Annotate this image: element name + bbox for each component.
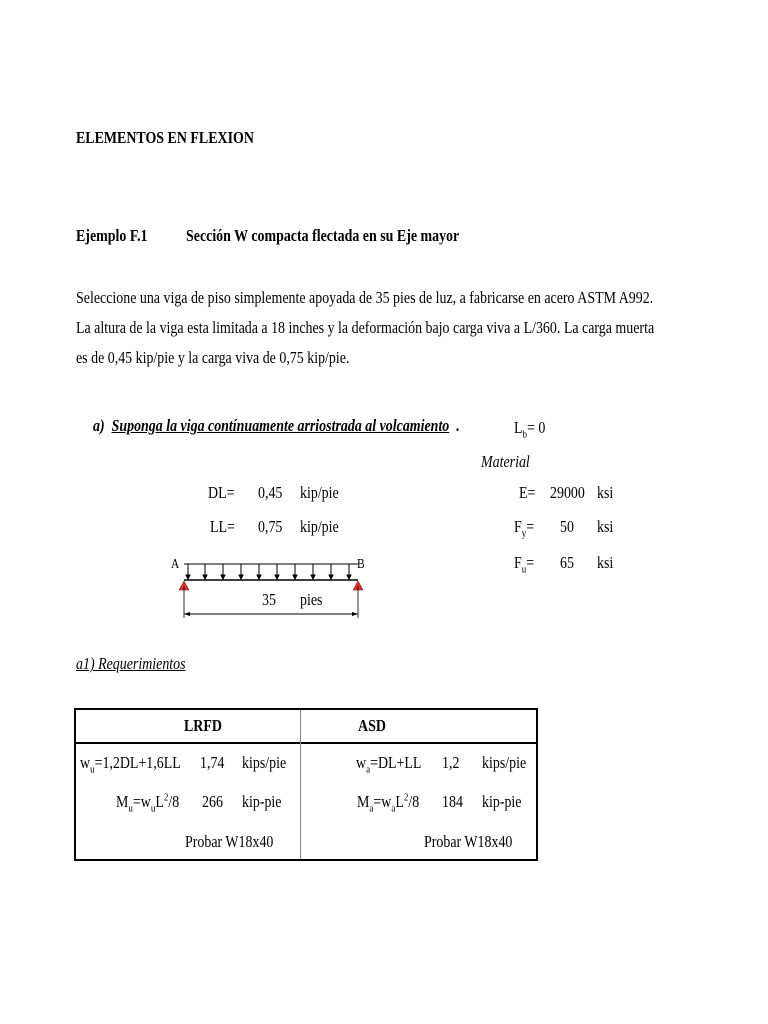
problem-line: Seleccione una viga de piso simplemente apoyada de 35 pies de luz, a fabricarse en acero ASTM A992. [76,288,654,307]
lrfd-m-value: 266 [202,792,223,811]
support-b-label: B [357,557,365,572]
ll-unit: kip/pie [300,517,339,536]
problem-line: La altura de la viga esta limitada a 18 inches y la deformación bajo carga viva a L/360. La carga muerta [76,318,655,337]
lrfd-m-unit: kip-pie [242,792,282,811]
dl-label: DL= [207,483,235,502]
asd-m-value: 184 [442,792,463,811]
example-title: Sección W compacta flectada en su Eje mayor [186,226,460,245]
e-value: 29000 [550,483,585,502]
fy-value: 50 [560,517,574,536]
support-a-label: A [171,557,180,572]
problem-line: es de 0,45 kip/pie y la carga viva de 0,75 kip/pie. [76,348,350,367]
dl-unit: kip/pie [300,483,339,502]
asd-m-label: $M_a=w_aL^2/8$ [357,791,420,815]
lrfd-m-label: $M_u=w_uL^2/8$ [116,791,180,815]
fu-unit: ksi [597,553,614,572]
asd-w-value: 1,2 [442,753,460,772]
case-a: a) Suponga la viga contínuamente arriostrada al volcamiento . [93,416,460,435]
span-unit: pies [300,590,323,609]
fu-label: $F_u=$ [514,553,535,576]
material-label: Material [481,452,530,471]
ll-label: LL= [209,517,235,536]
lrfd-w-value: 1,74 [200,753,225,772]
dl-value: 0,45 [258,483,283,502]
asd-m-unit: kip-pie [482,792,522,811]
lrfd-w-label: $w_u=1,2DL+1,6LL$ [80,753,181,776]
asd-w-unit: kips/pie [482,753,527,772]
requirements-title: a1) Requerimientos [76,654,186,673]
load-arrows [186,564,351,579]
lb-value: $L_b= 0$ [514,418,546,441]
span-value: 35 [262,590,276,609]
beam-diagram [170,556,375,622]
asd-w-label: $w_a=DL+LL$ [356,753,422,776]
ll-value: 0,75 [258,517,283,536]
asd-trial: Probar W18x40 [424,832,513,851]
section-title: ELEMENTOS EN FLEXION [76,128,254,147]
fu-value: 65 [560,553,574,572]
example-label: Ejemplo F.1 [76,226,148,245]
fy-unit: ksi [597,517,614,536]
lrfd-trial: Probar W18x40 [185,832,274,851]
lrfd-w-unit: kips/pie [242,753,287,772]
asd-header: ASD [358,716,386,735]
problem-statement [76,283,676,373]
fy-label: $F_y=$ [514,517,535,540]
e-unit: ksi [597,483,614,502]
lrfd-header: LRFD [184,716,222,735]
e-label: E= [519,483,536,502]
case-a-text: Suponga la viga contínuamente arriostrada al volcamiento [111,416,450,435]
